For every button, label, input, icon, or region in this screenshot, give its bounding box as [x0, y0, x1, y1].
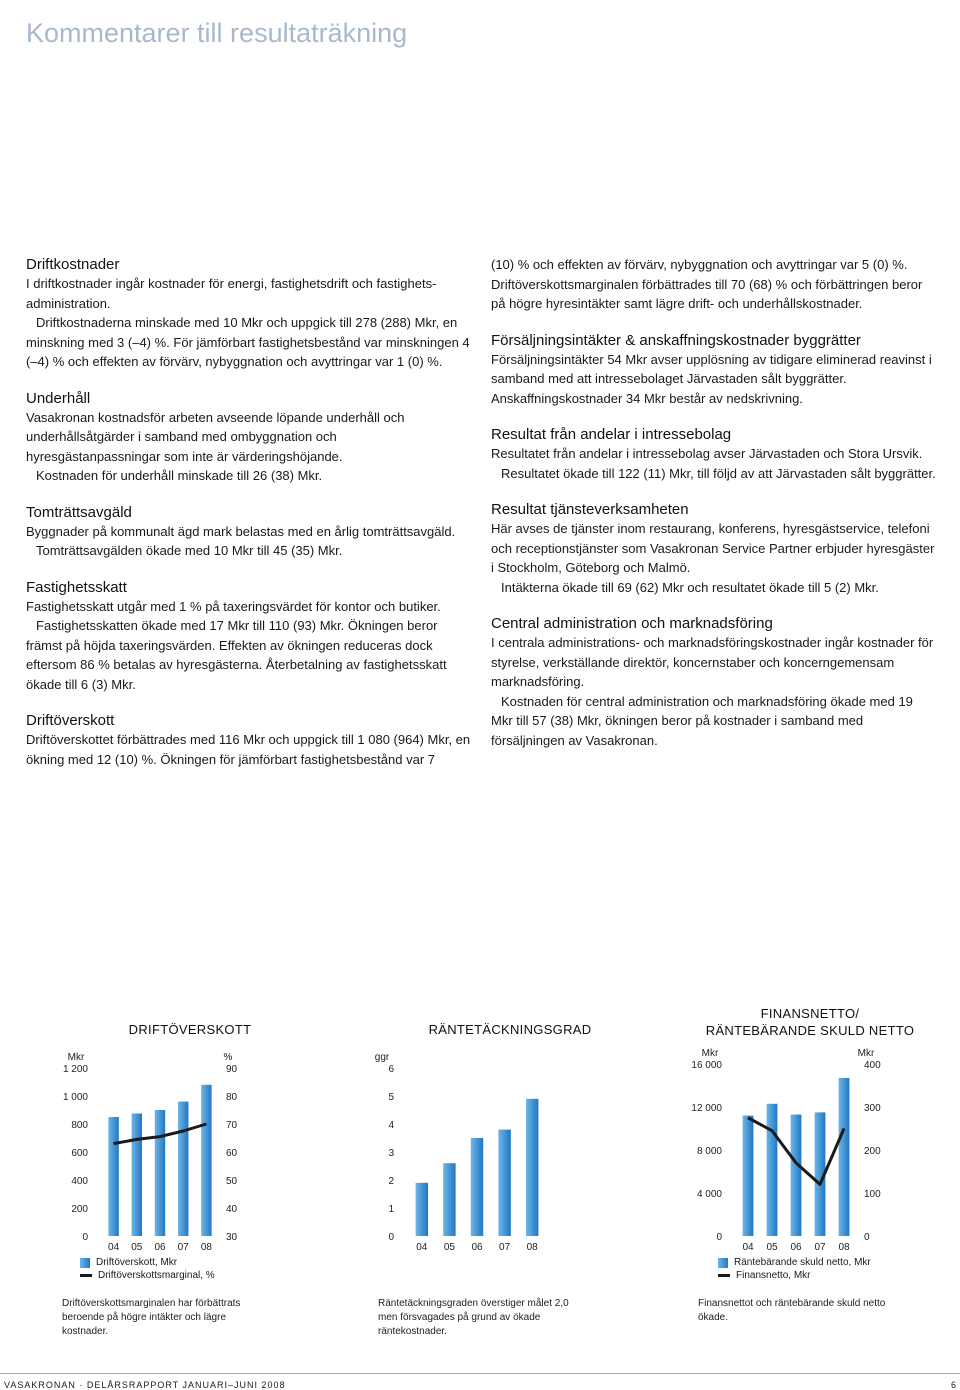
paragraph: Kostnaden för underhåll minskade till 26 (38) Mkr.	[36, 468, 323, 483]
legend-item	[718, 1256, 871, 1269]
y-tick-label: 12 000	[691, 1103, 722, 1114]
x-tick-label: 05	[443, 1242, 455, 1253]
page-title: Kommentarer till resultaträkning	[26, 18, 408, 48]
bar	[178, 1102, 188, 1236]
bar	[498, 1130, 510, 1236]
legend-line-swatch	[80, 1274, 92, 1277]
section-heading: Driftöverskott	[26, 712, 115, 729]
x-tick-label: 08	[838, 1242, 850, 1253]
paragraph: Här avses de tjänster inom restaurang, konferens, hyresgästservice, telefoni och receptionstjänster som Vasakronan Service Partner erbjuder hyresgäster i Stockholm, Göteborg och Malmö.	[491, 521, 935, 575]
paragraph: (10) % och effekten av förvärv, nybyggnation och avyttringar var 5 (0) %.	[491, 257, 908, 272]
bar	[743, 1116, 754, 1236]
y-tick-label: 1	[388, 1204, 394, 1215]
footer-rule	[0, 1373, 960, 1374]
x-tick-label: 07	[814, 1242, 826, 1253]
y-tick-label: 0	[388, 1232, 394, 1243]
bar	[471, 1138, 483, 1236]
chart-legend	[80, 1256, 215, 1282]
bar	[443, 1163, 455, 1236]
y2-tick-label: 50	[226, 1176, 238, 1187]
x-tick-label: 06	[790, 1242, 802, 1253]
bar	[155, 1110, 165, 1236]
chart-title: DRIFTÖVERSKOTT	[128, 1022, 252, 1037]
chart-svg	[40, 1000, 340, 1270]
y-tick-label: 200	[71, 1204, 88, 1215]
section-central-administration	[491, 614, 936, 750]
chart-title-line-2: RÄNTEBÄRANDE SKULD NETTO	[705, 1023, 915, 1038]
y-tick-label: 4	[388, 1120, 394, 1131]
paragraph: Vasakronan kostnadsför arbeten avseende löpande underhåll och underhållsåtgärder i samband med ombyggnation och hyresgästanpassningar som inte är värderingshöjande.	[26, 409, 405, 464]
paragraph: Fastighetsskatten ökade med 17 Mkr till 110 (93) Mkr. Ökningen beror främst på höjda taxeringsvärden. Effekten av ökningen reduceras dock eftersom 86 % betalas av hyresgästerna. Återbetalning av fastighetsskatt ökade till 6 (3) Mkr.	[26, 618, 447, 692]
y-tick-label: 8 000	[696, 1146, 722, 1157]
paragraph: Driftöverskottsmarginalen förbättrades till 70 (68) % och förbättringen beror på högre hyresintäkter samt lägre drift- och underhållskostnader.	[491, 276, 923, 311]
right-column	[491, 255, 936, 767]
y-tick-label: 4 000	[696, 1189, 722, 1200]
chart-finansnetto	[660, 1000, 960, 1281]
section-heading: Resultat tjänsteverksamheten	[491, 501, 689, 518]
paragraph: Tomträttsavgälden ökade med 10 Mkr till 45 (35) Mkr.	[36, 543, 343, 558]
chart-svg	[360, 1000, 660, 1270]
bar	[201, 1085, 211, 1236]
x-tick-label: 04	[108, 1242, 120, 1253]
x-tick-label: 08	[200, 1242, 212, 1253]
legend-item	[718, 1269, 871, 1282]
chart-caption: Driftöverskottsmarginalen har förbättrats beroende på högre intäkter och lägre kostnader.	[62, 1298, 241, 1337]
legend-label: Driftöverskott, Mkr	[96, 1257, 178, 1268]
bar	[767, 1104, 778, 1236]
paragraph: I centrala administrations- och marknadsföringskostnader ingår kostnader för styrelse, verkställande direktör, koncernstaber och koncerngemensam marknadsföring.	[491, 635, 934, 689]
y-axis-unit: Mkr	[701, 1048, 719, 1059]
y-tick-label: 1 000	[62, 1092, 88, 1103]
section-underhall	[26, 389, 471, 486]
x-tick-label: 05	[766, 1242, 778, 1253]
legend-item	[80, 1256, 215, 1269]
y-tick-label: 1 200	[62, 1064, 88, 1075]
legend-line-swatch	[718, 1274, 730, 1277]
y2-tick-label: 400	[864, 1060, 881, 1071]
left-column	[26, 255, 471, 786]
x-tick-label: 07	[177, 1242, 189, 1253]
paragraph: I driftkostnader ingår kostnader för energi, fastighetsdrift och fastighets-administration.	[26, 276, 437, 311]
section-fastighetsskatt	[26, 578, 471, 695]
section-heading: Central administration och marknadsföring	[491, 615, 773, 632]
chart-legend	[718, 1256, 871, 1282]
legend-label: Driftöverskottsmarginal, %	[98, 1270, 215, 1281]
bar	[791, 1115, 802, 1236]
y-tick-label: 600	[71, 1148, 88, 1159]
y-tick-label: 400	[71, 1176, 88, 1187]
bar	[108, 1117, 118, 1236]
y2-tick-label: 60	[226, 1148, 238, 1159]
y2-tick-label: 30	[226, 1232, 238, 1243]
paragraph: Resultatet från andelar i intressebolag avser Järvastaden och Stora Ursvik.	[491, 446, 923, 461]
paragraph: Fastighetsskatt utgår med 1 % på taxeringsvärdet för kontor och butiker.	[26, 598, 441, 614]
section-tjansteverksamheten	[491, 500, 936, 597]
bar	[416, 1183, 428, 1236]
y-tick-label: 0	[716, 1232, 722, 1243]
section-heading: Fastighetsskatt	[26, 578, 127, 596]
section-heading: Tomträttsavgäld	[26, 503, 132, 521]
paragraph: Intäkterna ökade till 69 (62) Mkr och resultatet ökade till 5 (2) Mkr.	[501, 579, 879, 595]
y2-tick-label: 70	[226, 1120, 238, 1131]
x-tick-label: 04	[416, 1242, 428, 1253]
footer-publication: VASAKRONAN · DELÅRSRAPPORT JANUARI–JUNI 2008	[4, 1380, 286, 1390]
y-tick-label: 2	[388, 1176, 394, 1187]
x-tick-label: 06	[471, 1242, 483, 1253]
y2-tick-label: 300	[864, 1103, 881, 1114]
x-tick-label: 07	[499, 1242, 511, 1253]
legend-bar-swatch	[80, 1258, 90, 1268]
legend-label: Räntebärande skuld netto, Mkr	[734, 1257, 871, 1268]
section-heading: Underhåll	[26, 389, 91, 407]
section-heading: Driftkostnader	[26, 256, 120, 273]
section-intressebolag	[491, 425, 936, 483]
bar	[132, 1114, 142, 1237]
y-tick-label: 800	[71, 1120, 88, 1131]
y2-tick-label: 200	[864, 1146, 881, 1157]
paragraph: Resultatet ökade till 122 (11) Mkr, till följd av att Järvastaden sålt byggrätter.	[501, 465, 936, 481]
y2-tick-label: 90	[226, 1064, 238, 1075]
legend-item	[80, 1269, 215, 1282]
page-number: 6	[950, 1380, 956, 1390]
y2-axis-unit: Mkr	[857, 1048, 875, 1059]
paragraph: Kostnaden för central administration och marknadsföring ökade med 19 Mkr till 57 (38) Mkr, ökningen beror på kostnader i samband med försäljningen av Vasakronan.	[491, 693, 913, 748]
chart-driftoverskott	[40, 1000, 340, 1281]
legend-label: Finansnetto, Mkr	[736, 1270, 811, 1281]
chart-svg	[660, 1000, 960, 1270]
bar	[839, 1078, 850, 1236]
paragraph: Driftöverskottet förbättrades med 116 Mkr och uppgick till 1 080 (964) Mkr, en ökning med 12 (10) %. Ökningen för jämförbart fastighetsbestånd var 7	[26, 732, 471, 767]
y-axis-unit: Mkr	[67, 1052, 85, 1063]
chart-title-line-1: FINANSNETTO/	[760, 1006, 860, 1021]
paragraph: Försäljningsintäkter 54 Mkr avser upplösning av tidigare eliminerad reavinst i samband med att intressebolaget Järvastaden sålt byggrätter. Anskaffningskostnader 34 Mkr består av nedskrivning.	[491, 351, 932, 406]
paragraph: Byggnader på kommunalt ägd mark belastas med en årlig tomträttsavgäld.	[26, 523, 456, 539]
x-tick-label: 04	[742, 1242, 754, 1253]
x-tick-label: 05	[131, 1242, 143, 1253]
paragraph: Driftkostnaderna minskade med 10 Mkr och uppgick till 278 (288) Mkr, en minskning med 3 (–4) %. För jämförbart fastighetsbestånd var minskningen 4 (–4) % och effekten av förvärv, nybyggnation och avyttringar var 1 (0) %.	[26, 315, 470, 369]
x-tick-label: 06	[154, 1242, 166, 1253]
y2-axis-unit: %	[223, 1052, 233, 1063]
y2-tick-label: 0	[864, 1232, 870, 1243]
section-driftoverskott	[26, 711, 471, 769]
section-tomtrattsavgald	[26, 503, 471, 561]
section-heading: Försäljningsintäkter & anskaffningskostnader byggrätter	[491, 331, 861, 349]
chart-caption: Finansnettot och räntebärande skuld netto ökade.	[698, 1298, 886, 1323]
bar	[526, 1099, 538, 1236]
y-tick-label: 16 000	[691, 1060, 722, 1071]
y2-tick-label: 100	[864, 1189, 881, 1200]
y2-tick-label: 40	[226, 1204, 238, 1215]
section-forsaljningsintakter	[491, 331, 936, 409]
chart-caption: Räntetäckningsgraden överstiger målet 2,0 men försvagades på grund av ökade räntekostnader.	[378, 1298, 569, 1337]
y-tick-label: 0	[82, 1232, 88, 1243]
chart-title: RÄNTETÄCKNINGSGRAD	[428, 1022, 592, 1037]
section-continued	[491, 255, 936, 314]
section-heading: Resultat från andelar i intressebolag	[491, 426, 732, 443]
legend-bar-swatch	[718, 1258, 728, 1268]
y-tick-label: 6	[388, 1064, 394, 1075]
section-driftkostnader	[26, 255, 471, 372]
y-axis-unit: ggr	[374, 1052, 390, 1063]
chart-rantetackningsgrad	[360, 1000, 660, 1270]
x-tick-label: 08	[526, 1242, 538, 1253]
y2-tick-label: 80	[226, 1092, 238, 1103]
y-tick-label: 5	[388, 1092, 394, 1103]
y-tick-label: 3	[388, 1148, 394, 1159]
